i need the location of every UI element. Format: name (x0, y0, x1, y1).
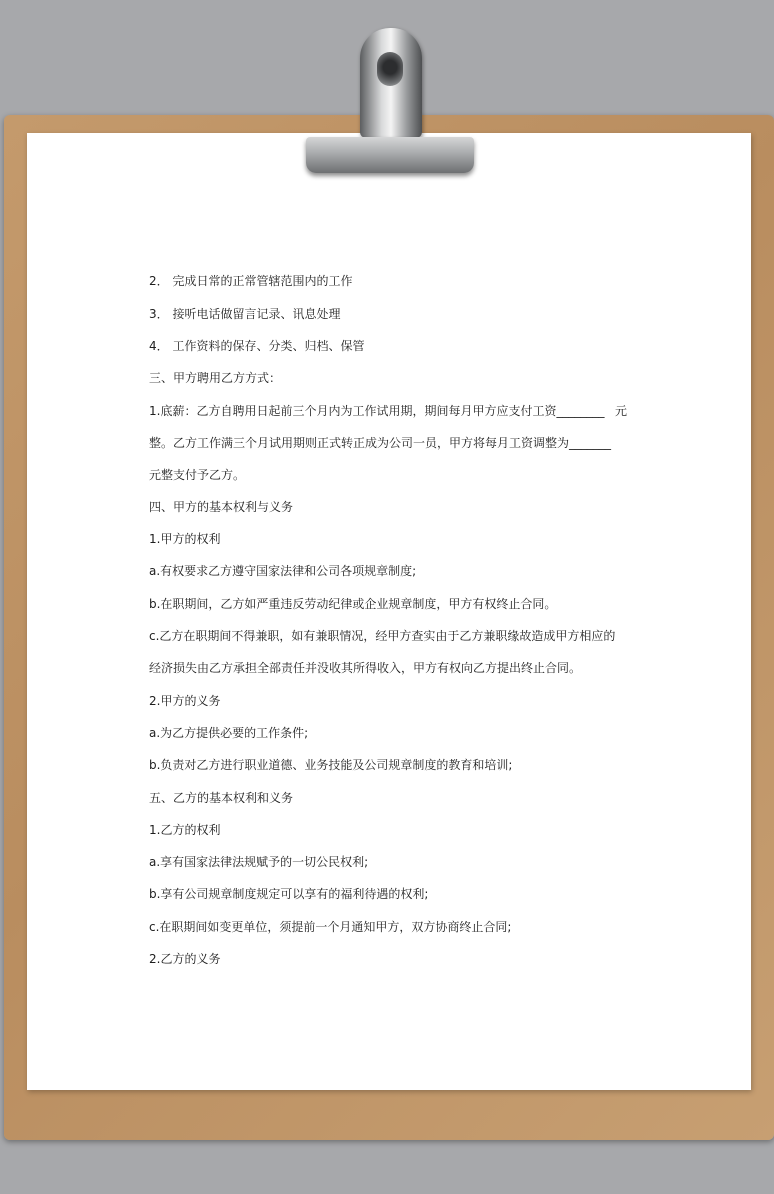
clause-b-rights-c: c.在职期间如变更单位，须提前一个月通知甲方，双方协商终止合同; (149, 920, 512, 934)
list-item-3: 3． 接听电话做留言记录、讯息处理 (149, 307, 341, 321)
clause-a-rights-b: b.在职期间，乙方如严重违反劳动纪律或企业规章制度，甲方有权终止合同。 (149, 597, 557, 611)
section-heading-4: 四、甲方的基本权利与义务 (149, 500, 294, 514)
clause-a-rights-c-line-1: c.乙方在职期间不得兼职，如有兼职情况，经甲方查实由于乙方兼职缘故造成甲方相应的 (149, 629, 616, 643)
section-heading-3: 三、甲方聘用乙方方式： (149, 371, 282, 385)
paragraph-salary-line-3: 元整支付予乙方。 (149, 468, 246, 482)
list-item-2: 2． 完成日常的正常管辖范围内的工作 (149, 274, 353, 288)
sub-heading-party-b-rights: 1.乙方的权利 (149, 823, 221, 837)
sub-heading-party-a-duties: 2.甲方的义务 (149, 694, 221, 708)
sub-heading-party-b-duties: 2.乙方的义务 (149, 952, 221, 966)
clause-b-rights-a: a.享有国家法律法规赋予的一切公民权利; (149, 855, 369, 869)
paragraph-salary-line-2: 整。乙方工作满三个月试用期则正式转正成为公司一员，甲方将每月工资调整为_______ (149, 436, 612, 450)
section-heading-5: 五、乙方的基本权利和义务 (149, 791, 294, 805)
paragraph-salary-line-1: 1.底薪：乙方自聘用日起前三个月内为工作试用期，期间每月甲方应支付工资________ 元 (149, 404, 627, 418)
clip-hole (377, 52, 403, 86)
clause-a-rights-c-line-2: 经济损失由乙方承担全部责任并没收其所得收入，甲方有权向乙方提出终止合同。 (149, 661, 582, 675)
clause-b-rights-b: b.享有公司规章制度规定可以享有的福利待遇的权利; (149, 887, 429, 901)
list-item-4: 4． 工作资料的保存、分类、归档、保管 (149, 339, 365, 353)
clip-base (306, 137, 474, 173)
clause-a-duties-a: a.为乙方提供必要的工作条件; (149, 726, 309, 740)
sub-heading-party-a-rights: 1.甲方的权利 (149, 532, 221, 546)
clause-a-rights-a: a.有权要求乙方遵守国家法律和公司各项规章制度; (149, 564, 417, 578)
clause-a-duties-b: b.负责对乙方进行职业道德、业务技能及公司规章制度的教育和培训; (149, 758, 513, 772)
